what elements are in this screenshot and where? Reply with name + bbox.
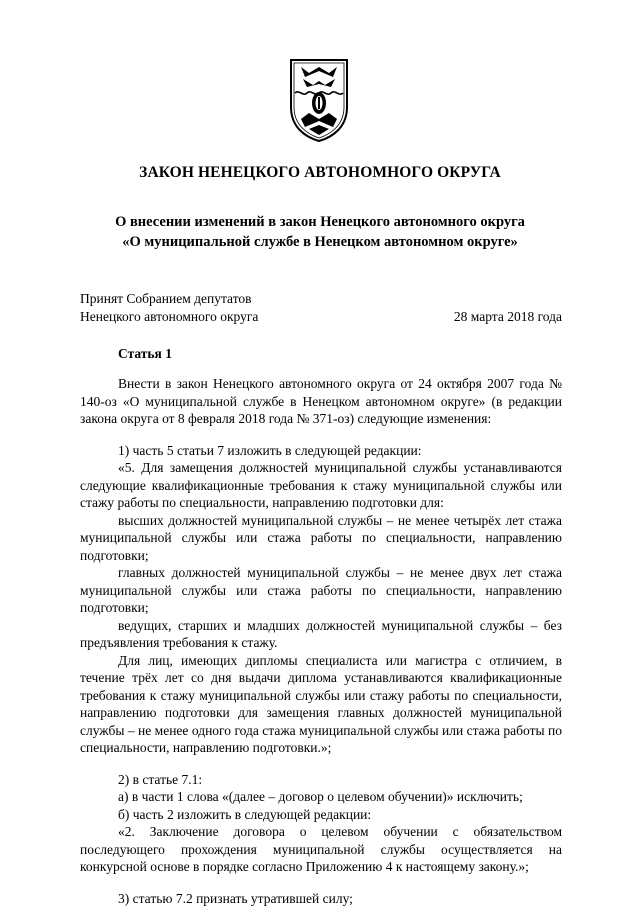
paragraph: «2. Заключение договора о целевом обучении с обязательством последующего прохождения муниципальной службы осуществляется на конкурсной основе в порядке согласно Приложению 4 к настоящему закону.»; xyxy=(80,823,562,876)
subtitle-line-1: О внесении изменений в закон Ненецкого автономного округа xyxy=(0,212,640,232)
coat-of-arms-icon xyxy=(287,57,351,143)
paragraph: высших должностей муниципальной службы – не менее четырёх лет стажа муниципальной службы или стажа работы по специальности, направлению подготовки; xyxy=(80,512,562,565)
subtitle-line-2: «О муниципальной службе в Ненецком автономном округе» xyxy=(0,232,640,252)
paragraph: Внести в закон Ненецкого автономного округа от 24 октября 2007 года № 140-оз «О муниципальной службе в Ненецком автономном округе» (в редакции закона округа от 8 февраля 2018 года № 371-оз) следующие изменения: xyxy=(80,375,562,428)
paragraph: ведущих, старших и младших должностей муниципальной службы – без предъявления требования к стажу. xyxy=(80,617,562,652)
adoption-date: 28 марта 2018 года xyxy=(454,308,562,326)
article-body xyxy=(80,375,562,907)
adoption-line-2: Ненецкого автономного округа xyxy=(80,308,562,326)
paragraph: главных должностей муниципальной службы – не менее двух лет стажа муниципальной службы или стажа работы по специальности, направлению подготовки; xyxy=(80,564,562,617)
adoption-block xyxy=(80,290,562,325)
paragraph: Для лиц, имеющих дипломы специалиста или магистра с отличием, в течение трёх лет со дня выдачи диплома устанавливаются квалификационные требования к стажу муниципальной службы или стажу работы по специальности, направлению подготовки для замещения главных должностей муниципальной службы – не менее одного года стажа муниципальной службы или стажа работы по специальности, направлению подготовки.»; xyxy=(80,652,562,757)
paragraph: 2) в статье 7.1: xyxy=(80,771,562,789)
law-subtitle xyxy=(0,212,640,252)
paragraph: 1) часть 5 статьи 7 изложить в следующей редакции: xyxy=(80,442,562,460)
paragraph: б) часть 2 изложить в следующей редакции: xyxy=(80,806,562,824)
paragraph: 3) статью 7.2 признать утратившей силу; xyxy=(80,890,562,907)
adoption-line-1: Принят Собранием депутатов xyxy=(80,290,562,308)
law-title: ЗАКОН НЕНЕЦКОГО АВТОНОМНОГО ОКРУГА xyxy=(0,164,640,182)
paragraph: «5. Для замещения должностей муниципальной службы устанавливаются следующие квалификационные требования к стажу муниципальной службы или стажу работы по специальности, направлению подготовки для: xyxy=(80,459,562,512)
article-heading: Статья 1 xyxy=(118,346,172,362)
paragraph: а) в части 1 слова «(далее – договор о целевом обучении)» исключить; xyxy=(80,788,562,806)
